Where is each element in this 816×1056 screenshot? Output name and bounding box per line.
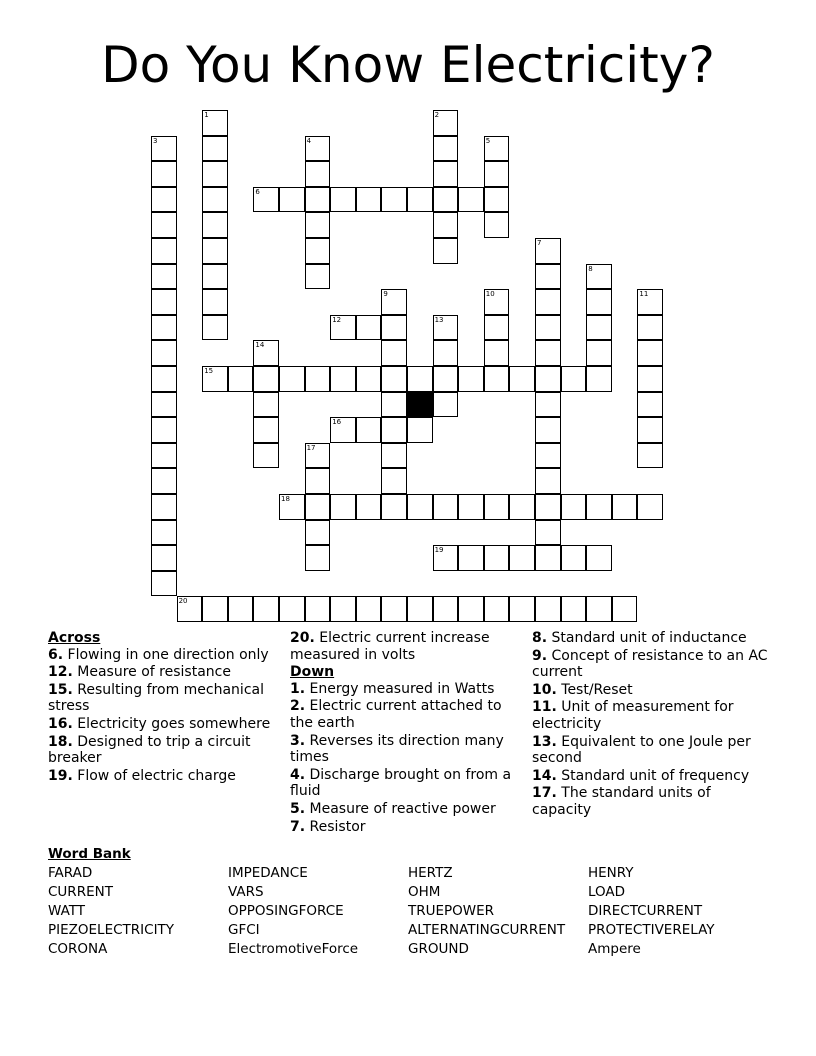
- clue-text: Measure of reactive power: [309, 800, 496, 817]
- grid-cell[interactable]: [305, 187, 331, 213]
- clue-number: 15.: [48, 681, 73, 698]
- grid-cell[interactable]: [253, 596, 279, 622]
- grid-cell[interactable]: [381, 596, 407, 622]
- word-bank-item: CORONA: [48, 941, 108, 957]
- grid-cell[interactable]: [535, 443, 561, 469]
- clue-number: 2.: [290, 698, 306, 715]
- clue-text: Reverses its direction many times: [290, 732, 504, 766]
- grid-cell[interactable]: [535, 392, 561, 418]
- clue-number-label: 9: [383, 290, 388, 299]
- grid-cell[interactable]: [637, 366, 663, 392]
- black-cell: [407, 392, 433, 418]
- grid-cell[interactable]: [433, 238, 459, 264]
- grid-cell[interactable]: [586, 494, 612, 520]
- grid-cell[interactable]: [407, 417, 433, 443]
- grid-cell[interactable]: [433, 392, 459, 418]
- clue-text: The standard units of capacity: [532, 785, 711, 818]
- grid-cell[interactable]: [330, 366, 356, 392]
- grid-cell[interactable]: [484, 187, 510, 213]
- word-bank-item: OPPOSINGFORCE: [228, 903, 344, 919]
- clue-number: 1.: [290, 680, 306, 697]
- grid-cell[interactable]: [484, 494, 510, 520]
- clue-text: Flow of electric charge: [77, 767, 236, 784]
- across-heading: Across: [48, 630, 101, 646]
- clue-text: Unit of measurement for electricity: [532, 699, 734, 732]
- grid-cell[interactable]: [253, 443, 279, 469]
- grid-cell[interactable]: [407, 596, 433, 622]
- grid-cell[interactable]: [381, 392, 407, 418]
- grid-cell[interactable]: [637, 392, 663, 418]
- clue-text: Equivalent to one Joule per second: [532, 733, 751, 767]
- grid-cell[interactable]: [151, 494, 177, 520]
- grid-cell[interactable]: [433, 187, 459, 213]
- grid-cell[interactable]: [330, 494, 356, 520]
- clues-column-3: [532, 630, 770, 820]
- clue-number-label: 4: [306, 136, 312, 145]
- word-bank-item: CURRENT: [48, 884, 113, 900]
- clue-number-label: 14: [255, 341, 265, 350]
- clue-number: 3.: [290, 732, 306, 749]
- clue-number-label: 17: [306, 443, 316, 452]
- clue-number-label: 18: [281, 495, 290, 503]
- grid-cell[interactable]: [535, 417, 561, 443]
- grid-cell[interactable]: [637, 443, 663, 469]
- word-bank-item: VARS: [228, 884, 264, 900]
- across-clue-12: [48, 664, 280, 681]
- down-clue-5: [290, 801, 522, 818]
- down-clue-13: [532, 734, 770, 767]
- clue-number-label: 15: [204, 367, 214, 375]
- grid-cell[interactable]: [305, 366, 331, 392]
- grid-cell[interactable]: [253, 366, 279, 392]
- down-clue-10: [532, 682, 770, 699]
- down-clue-3: [290, 733, 522, 766]
- grid-cell[interactable]: [202, 289, 228, 315]
- grid-cell[interactable]: [612, 596, 638, 622]
- clue-number-label: 19: [434, 546, 444, 555]
- grid-cell[interactable]: [433, 596, 459, 622]
- grid-cell[interactable]: [458, 187, 484, 213]
- grid-cell[interactable]: [381, 366, 407, 392]
- grid-cell[interactable]: [228, 596, 254, 622]
- clue-number-label: 10: [485, 290, 495, 299]
- word-bank-item: FARAD: [48, 865, 93, 881]
- grid-cell[interactable]: [509, 494, 535, 520]
- grid-cell[interactable]: [484, 315, 510, 341]
- grid-cell[interactable]: [407, 187, 433, 213]
- grid-cell[interactable]: [202, 161, 228, 187]
- clues-column-1: [48, 630, 280, 785]
- grid-cell[interactable]: [151, 187, 177, 213]
- clue-text: Standard unit of frequency: [561, 767, 750, 784]
- grid-cell[interactable]: [202, 212, 228, 238]
- word-bank-item: WATT: [48, 903, 86, 919]
- grid-cell[interactable]: [535, 264, 561, 290]
- grid-cell[interactable]: [407, 366, 433, 392]
- grid-cell[interactable]: [279, 187, 305, 213]
- grid-cell[interactable]: [151, 571, 177, 597]
- grid-cell[interactable]: [202, 187, 228, 213]
- grid-cell[interactable]: [330, 187, 356, 213]
- clue-text: Electric current attached to the earth: [290, 698, 502, 731]
- grid-cell[interactable]: [433, 494, 459, 520]
- grid-cell[interactable]: [305, 520, 331, 546]
- word-bank-item: GROUND: [408, 941, 469, 957]
- word-bank-item: ElectromotiveForce: [228, 941, 359, 957]
- clue-number: 12.: [48, 664, 73, 681]
- grid-cell[interactable]: [561, 596, 587, 622]
- grid-cell[interactable]: [535, 315, 561, 341]
- grid-cell[interactable]: [458, 596, 484, 622]
- clues-column-2: [290, 630, 522, 836]
- clue-number: 7.: [290, 818, 306, 835]
- grid-cell[interactable]: [535, 494, 561, 520]
- word-bank: [48, 845, 788, 957]
- down-clue-11: [532, 699, 770, 732]
- grid-cell[interactable]: [151, 212, 177, 238]
- clue-number: 17.: [532, 785, 557, 802]
- clue-number-label: 13: [434, 315, 444, 324]
- clue-text: Flowing in one direction only: [67, 646, 269, 663]
- clue-number-label: 12: [332, 315, 342, 324]
- grid-cell[interactable]: [151, 392, 177, 418]
- clue-number-label: 16: [332, 418, 342, 427]
- clue-number-label: 20: [178, 597, 188, 606]
- grid-cell[interactable]: [586, 545, 612, 571]
- grid-cell[interactable]: [458, 494, 484, 520]
- grid-cell[interactable]: [381, 315, 407, 341]
- grid-cell[interactable]: [561, 494, 587, 520]
- across-clue-15: [48, 682, 280, 715]
- grid-cell[interactable]: [202, 136, 228, 162]
- grid-cell[interactable]: [253, 417, 279, 443]
- clue-number-label: 11: [639, 290, 649, 299]
- grid-cell[interactable]: [356, 187, 382, 213]
- grid-cell[interactable]: [305, 468, 331, 494]
- grid-cell[interactable]: [151, 520, 177, 546]
- grid-cell[interactable]: [279, 366, 305, 392]
- clue-text: Energy measured in Watts: [309, 680, 495, 697]
- across-clue-20: [290, 630, 522, 663]
- clue-number: 20.: [290, 630, 315, 646]
- grid-cell[interactable]: [458, 366, 484, 392]
- puzzle-title: Do You Know Electricity?: [101, 36, 715, 94]
- word-bank-heading: Word Bank: [48, 846, 131, 862]
- grid-cell[interactable]: [253, 392, 279, 418]
- clue-number: 5.: [290, 800, 306, 817]
- grid-cell[interactable]: [586, 289, 612, 315]
- across-clue-19: [48, 768, 280, 785]
- grid-cell[interactable]: [535, 289, 561, 315]
- grid-cell[interactable]: [305, 596, 331, 622]
- grid-cell[interactable]: [381, 340, 407, 366]
- grid-cell[interactable]: [407, 494, 433, 520]
- clue-number: 10.: [532, 681, 557, 698]
- word-bank-item: PROTECTIVERELAY: [588, 922, 715, 938]
- clue-text: Measure of resistance: [77, 664, 231, 681]
- grid-cell[interactable]: [637, 494, 663, 520]
- clue-text: Resistor: [309, 818, 366, 835]
- grid-cell[interactable]: [356, 366, 382, 392]
- word-bank-item: DIRECTCURRENT: [588, 903, 703, 919]
- grid-cell[interactable]: [202, 315, 228, 341]
- down-clue-2: [290, 698, 522, 731]
- grid-cell[interactable]: [305, 494, 331, 520]
- clue-text: Resulting from mechanical stress: [48, 681, 264, 715]
- clue-number-label: 5: [485, 136, 491, 145]
- grid-cell[interactable]: [484, 596, 510, 622]
- grid-cell[interactable]: [356, 315, 382, 341]
- grid-cell[interactable]: [381, 443, 407, 469]
- clue-number: 13.: [532, 733, 557, 750]
- grid-cell[interactable]: [228, 366, 254, 392]
- clue-text: Electric current increase measured in volts: [290, 630, 490, 663]
- clue-number: 9.: [532, 647, 548, 664]
- grid-cell[interactable]: [484, 161, 510, 187]
- grid-cell[interactable]: [356, 596, 382, 622]
- word-bank-item: OHM: [408, 884, 441, 900]
- grid-cell[interactable]: [356, 494, 382, 520]
- grid-cell[interactable]: [433, 340, 459, 366]
- clue-text: Test/Reset: [561, 681, 633, 698]
- grid-cell[interactable]: [151, 264, 177, 290]
- clue-text: Concept of resistance to an AC current: [532, 647, 768, 681]
- grid-cell[interactable]: [279, 596, 305, 622]
- grid-cell[interactable]: [381, 187, 407, 213]
- clue-text: Electricity goes somewhere: [77, 715, 271, 732]
- grid-cell[interactable]: [509, 596, 535, 622]
- grid-cell[interactable]: [586, 340, 612, 366]
- grid-cell[interactable]: [561, 366, 587, 392]
- grid-cell[interactable]: [151, 340, 177, 366]
- across-clue-18: [48, 734, 280, 767]
- down-clue-4: [290, 767, 522, 800]
- grid-cell[interactable]: [535, 366, 561, 392]
- grid-cell[interactable]: [381, 494, 407, 520]
- grid-cell[interactable]: [535, 596, 561, 622]
- grid-cell[interactable]: [305, 238, 331, 264]
- grid-cell[interactable]: [509, 366, 535, 392]
- grid-cell[interactable]: [151, 366, 177, 392]
- grid-cell[interactable]: [330, 596, 356, 622]
- grid-cell[interactable]: [151, 468, 177, 494]
- word-bank-item: LOAD: [588, 884, 626, 900]
- down-clue-14: [532, 768, 770, 785]
- down-clue-17: [532, 785, 770, 818]
- grid-cell[interactable]: [151, 417, 177, 443]
- grid-cell[interactable]: [151, 289, 177, 315]
- grid-cell[interactable]: [202, 238, 228, 264]
- grid-cell[interactable]: [637, 417, 663, 443]
- grid-cell[interactable]: [433, 366, 459, 392]
- clue-number-label: 7: [537, 239, 542, 247]
- grid-cell[interactable]: [637, 340, 663, 366]
- clue-number: 14.: [532, 767, 557, 784]
- grid-cell[interactable]: [586, 366, 612, 392]
- word-bank-item: TRUEPOWER: [408, 903, 495, 919]
- grid-cell[interactable]: [305, 212, 331, 238]
- word-bank-item: HERTZ: [408, 865, 453, 881]
- word-bank-item: HENRY: [588, 865, 634, 881]
- grid-cell[interactable]: [151, 315, 177, 341]
- grid-cell[interactable]: [484, 545, 510, 571]
- grid-cell[interactable]: [535, 340, 561, 366]
- down-clue-8: [532, 630, 770, 647]
- clue-number: 4.: [290, 766, 306, 783]
- clue-text: Discharge brought on from a fluid: [290, 766, 512, 800]
- grid-cell[interactable]: [509, 545, 535, 571]
- clue-number-label: 3: [153, 136, 158, 145]
- grid-cell[interactable]: [151, 238, 177, 264]
- grid-cell[interactable]: [433, 136, 459, 162]
- down-clue-9: [532, 648, 770, 681]
- across-clue-6: [48, 647, 280, 664]
- clue-number: 16.: [48, 715, 73, 732]
- grid-cell[interactable]: [356, 417, 382, 443]
- word-bank-item: GFCI: [228, 922, 260, 938]
- grid-cell[interactable]: [637, 315, 663, 341]
- down-heading: Down: [290, 664, 335, 681]
- down-clue-7: [290, 819, 522, 836]
- grid-cell[interactable]: [586, 315, 612, 341]
- grid-cell[interactable]: [202, 596, 228, 622]
- clue-number-label: 6: [255, 187, 260, 196]
- grid-cell[interactable]: [305, 545, 331, 571]
- down-clue-1: [290, 681, 522, 698]
- grid-cell[interactable]: [484, 340, 510, 366]
- word-bank-item: PIEZOELECTRICITY: [48, 922, 175, 938]
- grid-cell[interactable]: [381, 468, 407, 494]
- clue-number: 6.: [48, 646, 64, 663]
- grid-cell[interactable]: [535, 468, 561, 494]
- grid-cell[interactable]: [305, 161, 331, 187]
- word-bank-item: ALTERNATINGCURRENT: [408, 922, 566, 938]
- word-bank-item: Ampere: [588, 941, 641, 957]
- grid-cell[interactable]: [151, 545, 177, 571]
- grid-cell[interactable]: [381, 417, 407, 443]
- grid-cell[interactable]: [151, 443, 177, 469]
- grid-cell[interactable]: [202, 264, 228, 290]
- clue-number: 19.: [48, 767, 73, 784]
- grid-cell[interactable]: [484, 212, 510, 238]
- grid-cell[interactable]: [305, 264, 331, 290]
- word-bank-item: IMPEDANCE: [228, 865, 308, 881]
- clue-text: Standard unit of inductance: [551, 630, 747, 646]
- across-clue-16: [48, 716, 280, 733]
- grid-cell[interactable]: [458, 545, 484, 571]
- grid-cell[interactable]: [484, 366, 510, 392]
- grid-cell[interactable]: [561, 545, 587, 571]
- clue-text: Designed to trip a circuit breaker: [48, 733, 251, 767]
- clue-number-label: 8: [588, 264, 593, 273]
- clue-number-label: 1: [204, 111, 209, 119]
- grid-cell[interactable]: [586, 596, 612, 622]
- clue-number: 18.: [48, 733, 73, 750]
- grid-cell[interactable]: [535, 545, 561, 571]
- grid-cell[interactable]: [535, 520, 561, 546]
- grid-cell[interactable]: [433, 161, 459, 187]
- grid-cell[interactable]: [433, 212, 459, 238]
- clue-number: 11.: [532, 699, 557, 716]
- clue-number: 8.: [532, 630, 548, 646]
- grid-cell[interactable]: [612, 494, 638, 520]
- grid-cell[interactable]: [151, 161, 177, 187]
- clue-number-label: 2: [434, 111, 440, 119]
